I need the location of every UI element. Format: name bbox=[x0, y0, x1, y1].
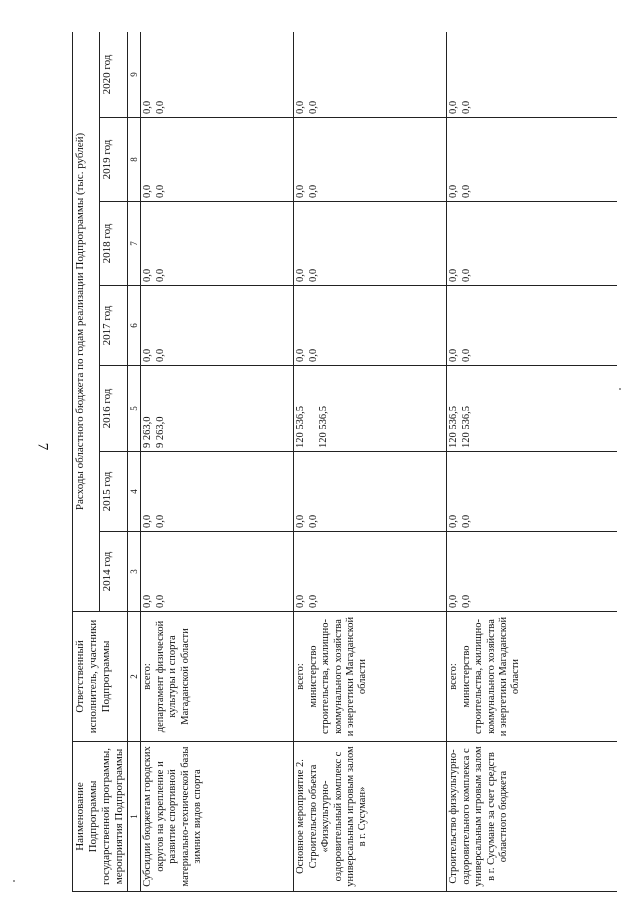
value-total: 120 536,5 bbox=[448, 406, 460, 448]
column-number: 6 bbox=[127, 286, 141, 366]
column-number: 9 bbox=[127, 32, 141, 118]
scan-speck bbox=[619, 388, 621, 390]
value-total: 0,0 bbox=[448, 268, 460, 282]
responsible-total: всего: bbox=[448, 663, 460, 690]
value-total: 0,0 bbox=[295, 100, 307, 114]
value-executor: 0,0 bbox=[307, 268, 319, 282]
value-executor: 0,0 bbox=[460, 514, 472, 528]
value-cell bbox=[141, 286, 294, 366]
rotated-sheet bbox=[72, 32, 617, 892]
table-row bbox=[294, 32, 447, 892]
value-total: 0,0 bbox=[295, 594, 307, 608]
value-total: 9 263,0 bbox=[142, 416, 154, 448]
value-executor: 0,0 bbox=[460, 594, 472, 608]
value-executor: 0,0 bbox=[154, 268, 166, 282]
header-year: 2017 год bbox=[100, 286, 127, 366]
value-cell bbox=[294, 202, 447, 286]
value-executor: 0,0 bbox=[307, 594, 319, 608]
row-name: Основное мероприятие 2. Строительство объекта «Физкультурно-оздоровительный комплекс с универсальным игровым залом в г. Сусуман» bbox=[294, 742, 447, 892]
value-executor: 0,0 bbox=[460, 184, 472, 198]
value-executor: 0,0 bbox=[154, 184, 166, 198]
value-cell bbox=[141, 452, 294, 532]
column-number: 8 bbox=[127, 118, 141, 202]
value-cell bbox=[447, 202, 617, 286]
value-total: 0,0 bbox=[295, 184, 307, 198]
value-total: 0,0 bbox=[142, 348, 154, 362]
value-cell bbox=[294, 366, 447, 452]
value-executor: 0,0 bbox=[154, 100, 166, 114]
column-number: 7 bbox=[127, 202, 141, 286]
value-cell bbox=[141, 118, 294, 202]
column-number: 4 bbox=[127, 452, 141, 532]
column-number: 1 bbox=[127, 742, 141, 892]
table-row bbox=[141, 32, 294, 892]
value-executor: 120 536,5 bbox=[460, 406, 472, 448]
value-total: 0,0 bbox=[448, 594, 460, 608]
value-total: 0,0 bbox=[142, 184, 154, 198]
value-executor: 0,0 bbox=[460, 100, 472, 114]
table-row bbox=[447, 32, 617, 892]
responsible-executor: департамент физической культуры и спорта Магаданской области bbox=[154, 620, 191, 733]
value-cell bbox=[294, 452, 447, 532]
value-executor: 0,0 bbox=[307, 184, 319, 198]
value-total: 0,0 bbox=[142, 514, 154, 528]
header-expenses: Расходы областного бюджета по годам реализации Подпрограммы (тыс. рублей) bbox=[73, 32, 100, 612]
value-total: 0,0 bbox=[295, 348, 307, 362]
column-number: 3 bbox=[127, 532, 141, 612]
value-total: 0,0 bbox=[448, 514, 460, 528]
header-responsible: Ответственный исполнитель, участники Подпрограммы bbox=[73, 612, 128, 742]
column-number: 2 bbox=[127, 612, 141, 742]
value-total: 120 536,5 bbox=[295, 406, 307, 448]
header-name: Наименование Подпрограммы государственной программы, мероприятия Подпрограммы bbox=[73, 742, 128, 892]
responsible-executor: министерство строительства, жилищно-коммунального хозяйства и энергетики Магаданской области bbox=[307, 616, 369, 737]
header-year: 2014 год bbox=[100, 532, 127, 612]
value-executor: 0,0 bbox=[460, 348, 472, 362]
column-number: 5 bbox=[127, 366, 141, 452]
budget-table bbox=[72, 32, 617, 892]
value-cell bbox=[294, 532, 447, 612]
value-total: 0,0 bbox=[142, 100, 154, 114]
value-total: 0,0 bbox=[142, 594, 154, 608]
value-executor: 0,0 bbox=[154, 514, 166, 528]
value-cell bbox=[294, 286, 447, 366]
row-name: Строительство физкультурно-оздоровительного комплекса с универсальным игровым залом в г. Сусумане за счет средств областного бюджета bbox=[447, 742, 617, 892]
row-name: Субсидии бюджетам городских округов на укрепление и развитие спортивной материально-технической базы зимних видов спорта bbox=[141, 742, 294, 892]
header-year: 2020 год bbox=[100, 32, 127, 118]
value-total: 0,0 bbox=[448, 100, 460, 114]
value-executor: 0,0 bbox=[460, 268, 472, 282]
header-year: 2018 год bbox=[100, 202, 127, 286]
value-executor: 9 263,0 bbox=[154, 416, 166, 448]
page-number: 7 bbox=[34, 442, 51, 451]
value-cell bbox=[141, 532, 294, 612]
value-total: 0,0 bbox=[295, 268, 307, 282]
value-total: 0,0 bbox=[295, 514, 307, 528]
value-cell bbox=[294, 32, 447, 118]
value-executor: 120 536,5 bbox=[317, 406, 329, 448]
value-cell bbox=[447, 286, 617, 366]
row-responsible bbox=[294, 612, 447, 742]
scan-speck bbox=[13, 880, 15, 882]
value-cell bbox=[141, 32, 294, 118]
header-year: 2015 год bbox=[100, 452, 127, 532]
value-executor: 0,0 bbox=[154, 348, 166, 362]
value-cell bbox=[447, 32, 617, 118]
row-responsible bbox=[447, 612, 617, 742]
value-cell bbox=[141, 366, 294, 452]
row-responsible bbox=[141, 612, 294, 742]
value-total: 0,0 bbox=[142, 268, 154, 282]
value-cell bbox=[294, 118, 447, 202]
value-cell bbox=[447, 118, 617, 202]
header-year: 2016 год bbox=[100, 366, 127, 452]
value-cell bbox=[447, 532, 617, 612]
value-total: 0,0 bbox=[448, 184, 460, 198]
value-cell bbox=[447, 366, 617, 452]
responsible-total: всего: bbox=[295, 663, 307, 690]
value-executor: 0,0 bbox=[307, 514, 319, 528]
value-executor: 0,0 bbox=[307, 348, 319, 362]
value-executor: 0,0 bbox=[154, 594, 166, 608]
value-cell bbox=[141, 202, 294, 286]
header-year: 2019 год bbox=[100, 118, 127, 202]
value-total: 0,0 bbox=[448, 348, 460, 362]
responsible-total: всего: bbox=[142, 663, 154, 690]
responsible-executor: министерство строительства, жилищно-коммунального хозяйства и энергетики Магаданской области bbox=[460, 616, 522, 737]
value-cell bbox=[447, 452, 617, 532]
value-executor: 0,0 bbox=[307, 100, 319, 114]
